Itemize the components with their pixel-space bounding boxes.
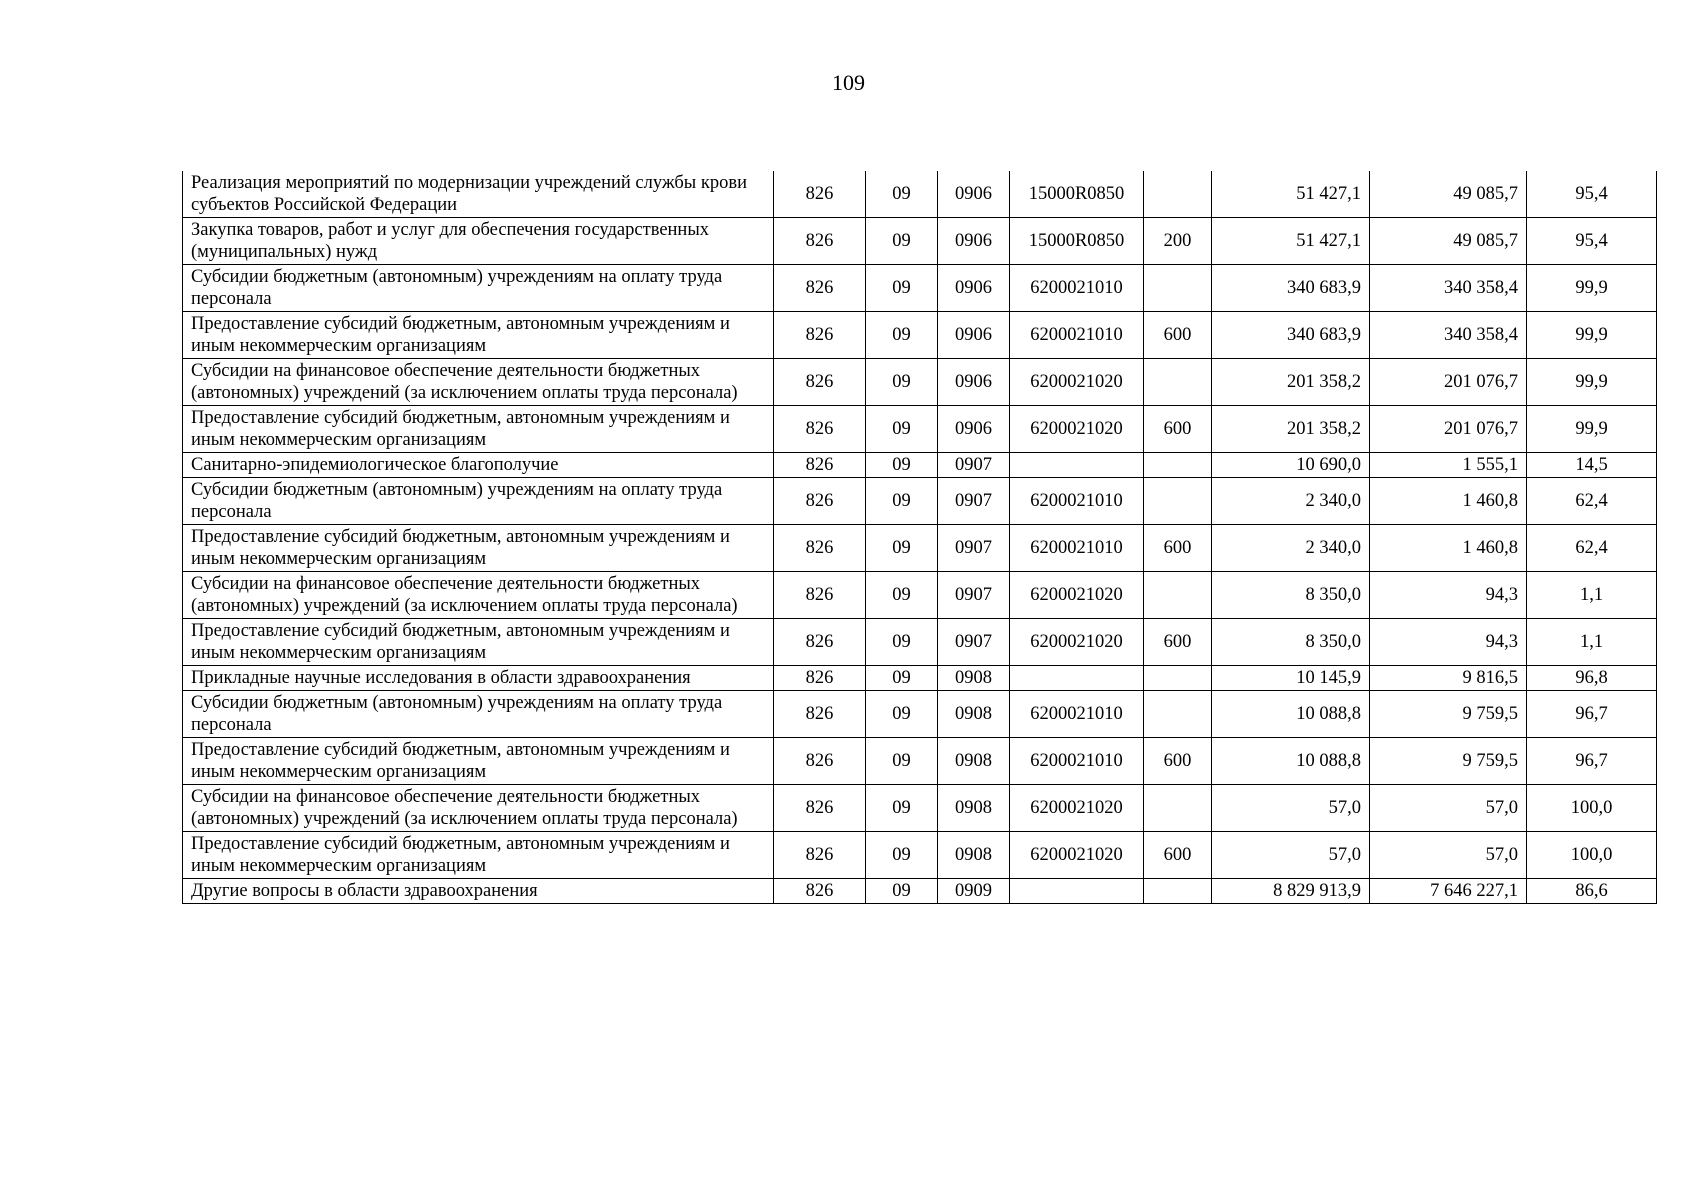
row-name-cell: Другие вопросы в области здравоохранения — [183, 879, 774, 904]
section-code-cell: 09 — [866, 572, 938, 619]
planned-amount-cell: 201 358,2 — [1212, 359, 1370, 406]
planned-amount-cell: 8 350,0 — [1212, 619, 1370, 666]
section-code-cell: 09 — [866, 218, 938, 265]
target-article-cell: 6200021020 — [1010, 406, 1144, 453]
page-number: 109 — [832, 70, 865, 95]
percent-executed-cell: 96,7 — [1527, 738, 1657, 785]
row-name-cell: Санитарно-эпидемиологическое благополучие — [183, 453, 774, 478]
percent-executed-cell: 99,9 — [1527, 265, 1657, 312]
ministry-code-cell: 826 — [774, 832, 866, 879]
subsection-code-cell: 0906 — [938, 171, 1010, 218]
section-code-cell: 09 — [866, 785, 938, 832]
ministry-code-cell: 826 — [774, 666, 866, 691]
expense-type-cell — [1144, 171, 1212, 218]
row-name-cell: Предоставление субсидий бюджетным, автономным учреждениям и иным некоммерческим организациям — [183, 738, 774, 785]
target-article-cell: 6200021020 — [1010, 572, 1144, 619]
table-row — [183, 738, 1657, 785]
planned-amount-cell: 10 088,8 — [1212, 691, 1370, 738]
expense-type-cell — [1144, 359, 1212, 406]
planned-amount-cell: 10 145,9 — [1212, 666, 1370, 691]
ministry-code-cell: 826 — [774, 265, 866, 312]
row-name-cell: Предоставление субсидий бюджетным, автономным учреждениям и иным некоммерческим организациям — [183, 312, 774, 359]
section-code-cell: 09 — [866, 738, 938, 785]
target-article-cell: 6200021020 — [1010, 832, 1144, 879]
planned-amount-cell: 340 683,9 — [1212, 312, 1370, 359]
section-code-cell: 09 — [866, 832, 938, 879]
planned-amount-cell: 201 358,2 — [1212, 406, 1370, 453]
planned-amount-cell: 10 088,8 — [1212, 738, 1370, 785]
expense-type-cell — [1144, 879, 1212, 904]
ministry-code-cell: 826 — [774, 738, 866, 785]
row-name-cell: Предоставление субсидий бюджетным, автономным учреждениям и иным некоммерческим организациям — [183, 406, 774, 453]
subsection-code-cell: 0907 — [938, 453, 1010, 478]
subsection-code-cell: 0906 — [938, 406, 1010, 453]
percent-executed-cell: 95,4 — [1527, 171, 1657, 218]
expense-type-cell: 600 — [1144, 312, 1212, 359]
row-name-cell: Субсидии на финансовое обеспечение деятельности бюджетных (автономных) учреждений (за исключением оплаты труда персонала) — [183, 572, 774, 619]
planned-amount-cell: 8 829 913,9 — [1212, 879, 1370, 904]
table-row — [183, 666, 1657, 691]
executed-amount-cell: 7 646 227,1 — [1370, 879, 1527, 904]
table-row — [183, 171, 1657, 218]
target-article-cell: 6200021020 — [1010, 359, 1144, 406]
subsection-code-cell: 0908 — [938, 691, 1010, 738]
percent-executed-cell: 95,4 — [1527, 218, 1657, 265]
target-article-cell: 6200021010 — [1010, 525, 1144, 572]
subsection-code-cell: 0906 — [938, 265, 1010, 312]
target-article-cell: 6200021020 — [1010, 785, 1144, 832]
subsection-code-cell: 0908 — [938, 738, 1010, 785]
subsection-code-cell: 0907 — [938, 478, 1010, 525]
subsection-code-cell: 0907 — [938, 525, 1010, 572]
table-row — [183, 525, 1657, 572]
section-code-cell: 09 — [866, 879, 938, 904]
expense-type-cell — [1144, 572, 1212, 619]
percent-executed-cell: 96,8 — [1527, 666, 1657, 691]
percent-executed-cell: 86,6 — [1527, 879, 1657, 904]
section-code-cell: 09 — [866, 666, 938, 691]
table-row — [183, 478, 1657, 525]
target-article-cell: 6200021010 — [1010, 478, 1144, 525]
expense-type-cell: 600 — [1144, 525, 1212, 572]
expense-type-cell — [1144, 666, 1212, 691]
ministry-code-cell: 826 — [774, 785, 866, 832]
target-article-cell: 6200021010 — [1010, 265, 1144, 312]
planned-amount-cell: 51 427,1 — [1212, 171, 1370, 218]
target-article-cell — [1010, 453, 1144, 478]
executed-amount-cell: 94,3 — [1370, 619, 1527, 666]
executed-amount-cell: 49 085,7 — [1370, 218, 1527, 265]
planned-amount-cell: 8 350,0 — [1212, 572, 1370, 619]
planned-amount-cell: 57,0 — [1212, 785, 1370, 832]
table-row — [183, 691, 1657, 738]
target-article-cell: 6200021020 — [1010, 619, 1144, 666]
expense-type-cell: 600 — [1144, 738, 1212, 785]
expense-type-cell — [1144, 453, 1212, 478]
target-article-cell: 6200021010 — [1010, 312, 1144, 359]
expense-type-cell: 600 — [1144, 832, 1212, 879]
section-code-cell: 09 — [866, 265, 938, 312]
subsection-code-cell: 0907 — [938, 619, 1010, 666]
expense-type-cell — [1144, 785, 1212, 832]
ministry-code-cell: 826 — [774, 312, 866, 359]
executed-amount-cell: 1 460,8 — [1370, 478, 1527, 525]
expense-type-cell: 200 — [1144, 218, 1212, 265]
target-article-cell: 6200021010 — [1010, 691, 1144, 738]
percent-executed-cell: 62,4 — [1527, 478, 1657, 525]
executed-amount-cell: 57,0 — [1370, 832, 1527, 879]
ministry-code-cell: 826 — [774, 406, 866, 453]
ministry-code-cell: 826 — [774, 478, 866, 525]
subsection-code-cell: 0908 — [938, 832, 1010, 879]
row-name-cell: Субсидии бюджетным (автономным) учреждениям на оплату труда персонала — [183, 265, 774, 312]
target-article-cell: 15000R0850 — [1010, 171, 1144, 218]
subsection-code-cell: 0906 — [938, 359, 1010, 406]
target-article-cell: 6200021010 — [1010, 738, 1144, 785]
planned-amount-cell: 10 690,0 — [1212, 453, 1370, 478]
subsection-code-cell: 0908 — [938, 666, 1010, 691]
section-code-cell: 09 — [866, 525, 938, 572]
percent-executed-cell: 100,0 — [1527, 832, 1657, 879]
subsection-code-cell: 0909 — [938, 879, 1010, 904]
row-name-cell: Предоставление субсидий бюджетным, автономным учреждениям и иным некоммерческим организациям — [183, 832, 774, 879]
expense-type-cell: 600 — [1144, 619, 1212, 666]
table-row — [183, 832, 1657, 879]
executed-amount-cell: 1 555,1 — [1370, 453, 1527, 478]
row-name-cell: Закупка товаров, работ и услуг для обеспечения государственных (муниципальных) нужд — [183, 218, 774, 265]
ministry-code-cell: 826 — [774, 525, 866, 572]
row-name-cell: Субсидии на финансовое обеспечение деятельности бюджетных (автономных) учреждений (за исключением оплаты труда персонала) — [183, 359, 774, 406]
executed-amount-cell: 340 358,4 — [1370, 265, 1527, 312]
ministry-code-cell: 826 — [774, 359, 866, 406]
planned-amount-cell: 340 683,9 — [1212, 265, 1370, 312]
ministry-code-cell: 826 — [774, 572, 866, 619]
percent-executed-cell: 1,1 — [1527, 572, 1657, 619]
table-row — [183, 619, 1657, 666]
percent-executed-cell: 100,0 — [1527, 785, 1657, 832]
budget-table — [182, 171, 1657, 904]
ministry-code-cell: 826 — [774, 171, 866, 218]
table-row — [183, 785, 1657, 832]
target-article-cell: 15000R0850 — [1010, 218, 1144, 265]
planned-amount-cell: 2 340,0 — [1212, 478, 1370, 525]
row-name-cell: Субсидии бюджетным (автономным) учреждениям на оплату труда персонала — [183, 691, 774, 738]
expense-type-cell — [1144, 691, 1212, 738]
ministry-code-cell: 826 — [774, 619, 866, 666]
executed-amount-cell: 201 076,7 — [1370, 406, 1527, 453]
expense-type-cell: 600 — [1144, 406, 1212, 453]
row-name-cell: Субсидии на финансовое обеспечение деятельности бюджетных (автономных) учреждений (за исключением оплаты труда персонала) — [183, 785, 774, 832]
table-row — [183, 218, 1657, 265]
table-row — [183, 359, 1657, 406]
executed-amount-cell: 201 076,7 — [1370, 359, 1527, 406]
section-code-cell: 09 — [866, 453, 938, 478]
table-row — [183, 453, 1657, 478]
executed-amount-cell: 9 816,5 — [1370, 666, 1527, 691]
executed-amount-cell: 49 085,7 — [1370, 171, 1527, 218]
table-body — [183, 171, 1657, 904]
ministry-code-cell: 826 — [774, 879, 866, 904]
percent-executed-cell: 99,9 — [1527, 312, 1657, 359]
row-name-cell: Предоставление субсидий бюджетным, автономным учреждениям и иным некоммерческим организациям — [183, 525, 774, 572]
section-code-cell: 09 — [866, 171, 938, 218]
percent-executed-cell: 1,1 — [1527, 619, 1657, 666]
executed-amount-cell: 9 759,5 — [1370, 691, 1527, 738]
table-row — [183, 265, 1657, 312]
section-code-cell: 09 — [866, 691, 938, 738]
executed-amount-cell: 9 759,5 — [1370, 738, 1527, 785]
target-article-cell — [1010, 666, 1144, 691]
table-row — [183, 572, 1657, 619]
ministry-code-cell: 826 — [774, 691, 866, 738]
executed-amount-cell: 57,0 — [1370, 785, 1527, 832]
subsection-code-cell: 0906 — [938, 312, 1010, 359]
section-code-cell: 09 — [866, 619, 938, 666]
planned-amount-cell: 57,0 — [1212, 832, 1370, 879]
section-code-cell: 09 — [866, 478, 938, 525]
expense-type-cell — [1144, 478, 1212, 525]
percent-executed-cell: 99,9 — [1527, 359, 1657, 406]
row-name-cell: Предоставление субсидий бюджетным, автономным учреждениям и иным некоммерческим организациям — [183, 619, 774, 666]
row-name-cell: Субсидии бюджетным (автономным) учреждениям на оплату труда персонала — [183, 478, 774, 525]
percent-executed-cell: 99,9 — [1527, 406, 1657, 453]
planned-amount-cell: 51 427,1 — [1212, 218, 1370, 265]
expense-type-cell — [1144, 265, 1212, 312]
table-row — [183, 879, 1657, 904]
executed-amount-cell: 94,3 — [1370, 572, 1527, 619]
ministry-code-cell: 826 — [774, 218, 866, 265]
row-name-cell: Реализация мероприятий по модернизации учреждений службы крови субъектов Российской Федерации — [183, 171, 774, 218]
subsection-code-cell: 0907 — [938, 572, 1010, 619]
target-article-cell — [1010, 879, 1144, 904]
ministry-code-cell: 826 — [774, 453, 866, 478]
percent-executed-cell: 14,5 — [1527, 453, 1657, 478]
section-code-cell: 09 — [866, 406, 938, 453]
section-code-cell: 09 — [866, 359, 938, 406]
table-row — [183, 406, 1657, 453]
table-row — [183, 312, 1657, 359]
planned-amount-cell: 2 340,0 — [1212, 525, 1370, 572]
subsection-code-cell: 0908 — [938, 785, 1010, 832]
subsection-code-cell: 0906 — [938, 218, 1010, 265]
percent-executed-cell: 96,7 — [1527, 691, 1657, 738]
row-name-cell: Прикладные научные исследования в области здравоохранения — [183, 666, 774, 691]
executed-amount-cell: 340 358,4 — [1370, 312, 1527, 359]
executed-amount-cell: 1 460,8 — [1370, 525, 1527, 572]
percent-executed-cell: 62,4 — [1527, 525, 1657, 572]
section-code-cell: 09 — [866, 312, 938, 359]
